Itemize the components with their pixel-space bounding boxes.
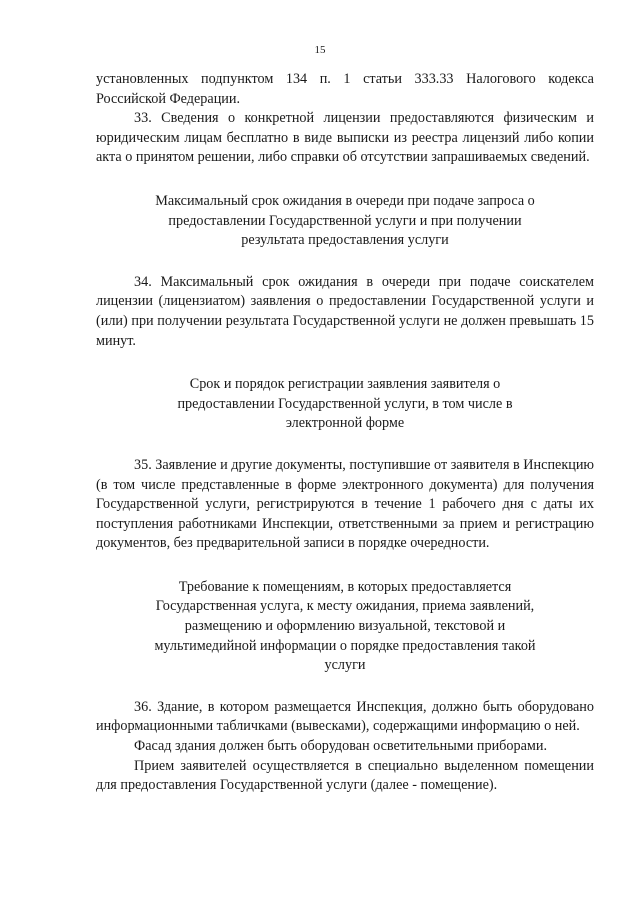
- paragraph-facade: Фасад здания должен быть оборудован осветительными приборами.: [134, 738, 547, 755]
- paragraph-35: 35. Заявление и другие документы, поступившие от заявителя в Инспекцию (в том числе представленные в форме электронного документа) для получения Государственной услуги, регистрируются в течение 1 рабочего дня с даты их поступления работниками Инспекции, ответственными за прием и регистрацию документов, без предварительной записи в порядке очередности.: [96, 456, 595, 552]
- paragraph-reception: Прием заявителей осуществляется в специально выделенном помещении для предоставления Государственной услуги (далее - помещение).: [96, 757, 594, 794]
- paragraph-33: 33. Сведения о конкретной лицензии предоставляются физическим и юридическим лицам бесплатно в виде выписки из реестра лицензий либо копии акта о принятом решении, либо справки об отсутствии запрашиваемых сведений.: [96, 110, 594, 166]
- paragraph-36: 36. Здание, в котором размещается Инспекция, должно быть оборудовано информационными табличками (вывесками), содержащими информацию о ней.: [96, 698, 594, 735]
- paragraph-continuation: установленных подпунктом 134 п. 1 статьи 333.33 Налогового кодекса Российской Федерации.: [96, 71, 594, 107]
- document-body: [96, 70, 594, 796]
- section-heading-registration: Срок и порядок регистрации заявления заявителя о предоставлении Государственной услуги, в том числе в электронной форме: [177, 376, 513, 432]
- section-heading-max-wait: Максимальный срок ожидания в очереди при подаче запроса о предоставлении Государственной услуги и при получении результата предоставления услуги: [155, 192, 535, 249]
- page-number: 15: [314, 44, 326, 56]
- section-heading-premises: Требование к помещениям, в которых предоставляется Государственная услуга, к месту ожидания, приема заявлений, размещению и оформлению визуальной, текстовой и мультимедийной информации о порядке предоставления такой услуги: [154, 578, 536, 674]
- paragraph-34: 34. Максимальный срок ожидания в очереди при подаче соискателем лицензии (лицензиатом) заявления о предоставлении Государственной услуги и (или) при получении результата Государственной услуги не должен превышать 15 минут.: [96, 273, 594, 349]
